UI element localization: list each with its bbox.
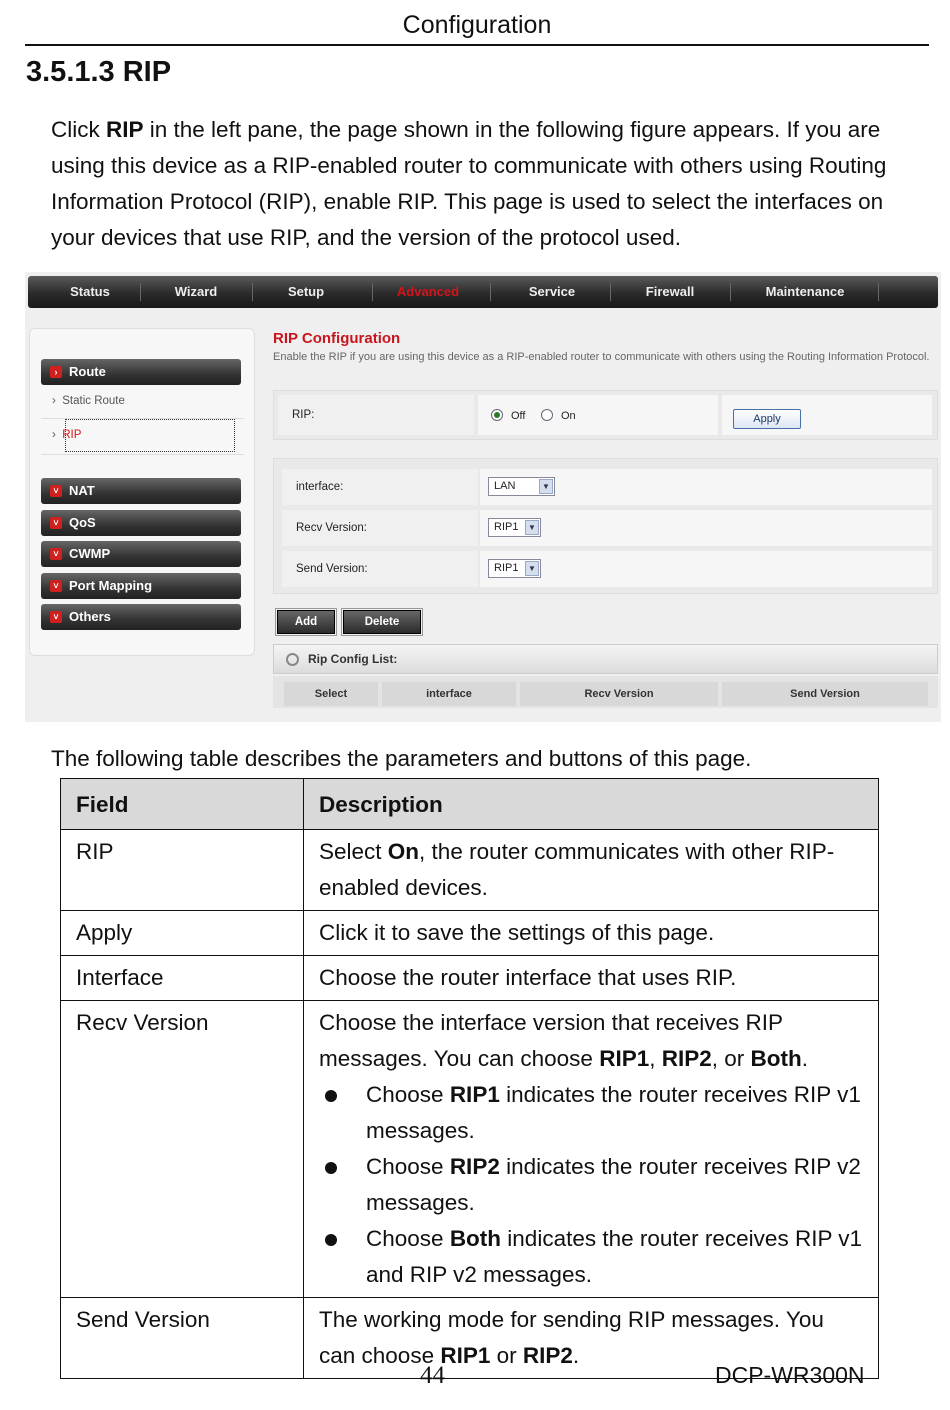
rip-panel — [273, 390, 938, 440]
nav-divider — [252, 283, 253, 301]
menu-cwmp[interactable]: ˅ CWMP — [41, 541, 241, 567]
page-number: 44 — [420, 1362, 445, 1389]
recv-version-cell — [480, 510, 932, 546]
apply-button[interactable]: Apply — [733, 409, 801, 429]
table-row — [61, 956, 879, 1001]
nav-divider — [372, 283, 373, 301]
model-name: DCP-WR300N — [715, 1362, 865, 1388]
chevron-down-icon: ▼ — [539, 479, 553, 494]
menu-static-route[interactable]: › Static Route — [52, 395, 125, 407]
chevron-down-icon: ˅ — [50, 611, 62, 623]
col-recv-version: Recv Version — [520, 682, 718, 706]
send-version-label: Send Version: — [282, 551, 478, 587]
recv-version-select[interactable]: RIP1 ▼ — [488, 518, 541, 537]
menu-port-mapping[interactable]: ˅ Port Mapping — [41, 573, 241, 599]
bullet-item: Choose RIP1 indicates the router receives RIP v1 messages. — [319, 1077, 863, 1149]
interface-label: interface: — [282, 469, 478, 505]
left-pane — [29, 328, 255, 656]
table-header-row — [61, 779, 879, 830]
table-row — [61, 830, 879, 911]
menu-rip[interactable]: › RIP — [52, 429, 82, 441]
nav-maintenance[interactable]: Maintenance — [765, 284, 845, 299]
gear-icon — [286, 653, 299, 666]
send-version-select[interactable]: RIP1 ▼ — [488, 559, 541, 578]
nav-status[interactable]: Status — [70, 284, 110, 299]
description-cell: Choose the interface version that receives RIP messages. You can choose RIP1, RIP2, or Both. Choose RIP1 indicates the router receives RIP v1 messages. Choose RIP2 indicates the router receives RIP v2 messages. Choose Both indicates the router receives RIP v1 and RIP v2 messages. — [304, 1001, 879, 1298]
chevron-down-icon: ˅ — [50, 580, 62, 592]
chevron-right-icon: › — [50, 366, 62, 378]
nav-service[interactable]: Service — [528, 284, 576, 299]
col-select: Select — [284, 682, 378, 706]
delete-button[interactable]: Delete — [343, 610, 421, 634]
rip-off-radio[interactable] — [491, 409, 503, 421]
rip-settings-panel — [273, 458, 938, 594]
intro-paragraph: Click RIP in the left pane, the page shown in the following figure appears. If you are using this device as a RIP-enabled router to communicate with others using Routing Information Protocol (RIP), enable RIP. This page is used to select the interfaces on your devices that use RIP, and the version of the protocol used. — [51, 117, 887, 250]
nav-divider — [490, 283, 491, 301]
rip-config-title: RIP Configuration — [273, 330, 401, 347]
nav-divider — [610, 283, 611, 301]
description-cell: Click it to save the settings of this page. — [304, 911, 879, 956]
divider — [41, 454, 244, 455]
chevron-down-icon: ▼ — [525, 520, 539, 535]
description-cell: Select On, the router communicates with other RIP-enabled devices. — [304, 830, 879, 911]
send-version-cell — [480, 551, 932, 587]
description-cell: The working mode for sending RIP messages. You can choose RIP1 or RIP2. — [304, 1298, 879, 1379]
nav-divider — [878, 283, 879, 301]
nav-advanced[interactable]: Advanced — [396, 284, 460, 299]
nav-firewall[interactable]: Firewall — [645, 284, 695, 299]
table-caption: The following table describes the parameters and buttons of this page. — [51, 746, 752, 771]
rip-radio-cell — [478, 395, 718, 435]
header-field: Field — [61, 779, 304, 830]
header-description: Description — [304, 779, 879, 830]
field-cell: Recv Version — [61, 1001, 304, 1298]
section-heading: 3.5.1.3 RIP — [26, 56, 172, 88]
col-interface: interface — [382, 682, 516, 706]
parameter-table — [60, 778, 879, 1379]
menu-others[interactable]: ˅ Others — [41, 604, 241, 630]
bullet-item: Choose Both indicates the router receives RIP v1 and RIP v2 messages. — [319, 1221, 863, 1293]
col-send-version: Send Version — [722, 682, 928, 706]
recv-version-label: Recv Version: — [282, 510, 478, 546]
rip-config-list-header: Rip Config List: — [273, 644, 938, 674]
field-cell: Send Version — [61, 1298, 304, 1379]
rip-off-label: Off — [511, 410, 526, 422]
nav-divider — [140, 283, 141, 301]
page-header: Configuration — [25, 8, 929, 46]
nav-wizard[interactable]: Wizard — [174, 284, 218, 299]
chevron-down-icon: ˅ — [50, 548, 62, 560]
top-nav — [28, 276, 938, 308]
interface-select[interactable]: LAN ▼ — [488, 477, 555, 496]
field-cell: RIP — [61, 830, 304, 911]
rip-on-label: On — [561, 410, 576, 422]
nav-divider — [730, 283, 731, 301]
rip-config-list-columns — [273, 676, 938, 708]
rip-label: RIP: — [278, 395, 474, 435]
router-screenshot — [25, 272, 941, 722]
menu-route[interactable]: › Route — [41, 359, 241, 385]
nav-setup[interactable]: Setup — [287, 284, 325, 299]
menu-nat[interactable]: ˅ NAT — [41, 478, 241, 504]
table-row — [61, 1001, 879, 1298]
chevron-down-icon: ▼ — [525, 561, 539, 576]
field-cell: Interface — [61, 956, 304, 1001]
rip-config-desc: Enable the RIP if you are using this device as a RIP-enabled router to communicate with others using the Routing Information Protocol. — [273, 351, 930, 363]
chevron-down-icon: ˅ — [50, 485, 62, 497]
menu-qos[interactable]: ˅ QoS — [41, 510, 241, 536]
description-cell: Choose the router interface that uses RIP. — [304, 956, 879, 1001]
field-cell: Apply — [61, 911, 304, 956]
rip-focus-box — [65, 419, 235, 452]
table-row — [61, 911, 879, 956]
chevron-down-icon: ˅ — [50, 517, 62, 529]
add-button[interactable]: Add — [277, 610, 335, 634]
bullet-item: Choose RIP2 indicates the router receives RIP v2 messages. — [319, 1149, 863, 1221]
rip-on-radio[interactable] — [541, 409, 553, 421]
